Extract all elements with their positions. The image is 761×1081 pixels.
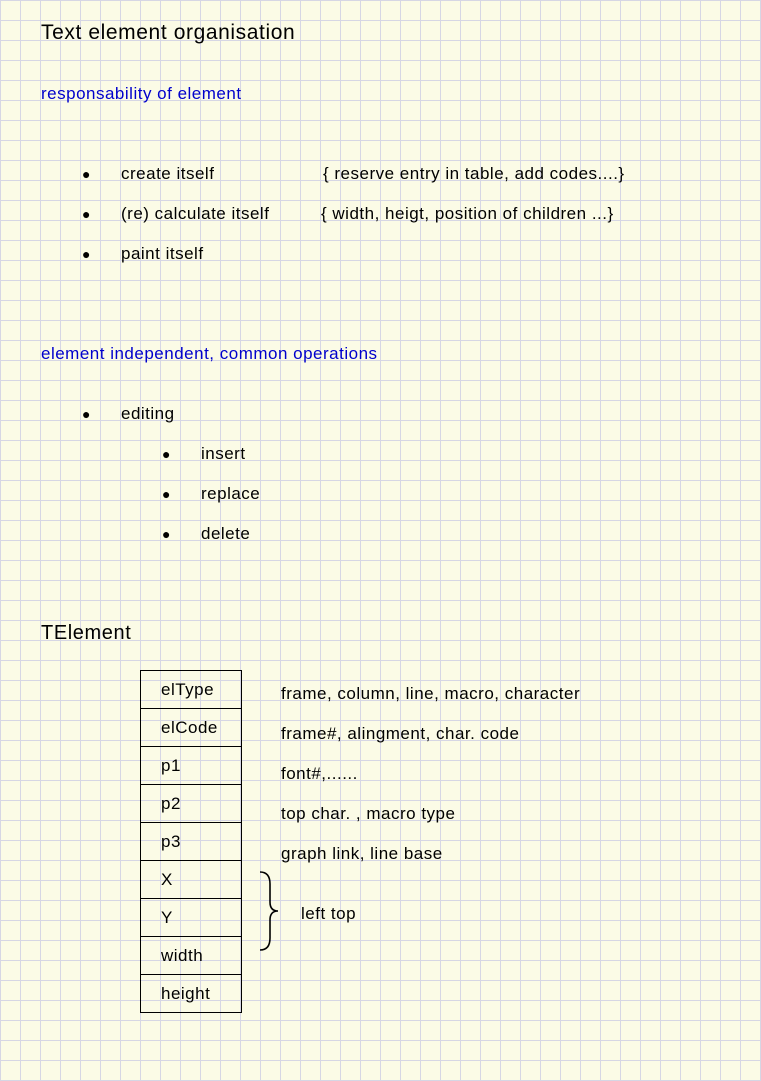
bullet-icon: ●: [162, 486, 171, 502]
table-row: [141, 861, 242, 899]
list-item: editing: [121, 404, 175, 423]
table-row: [141, 823, 242, 861]
list-item-note: { width, heigt, position of children ...}: [321, 204, 614, 223]
responsibility-heading: responsability of element: [41, 84, 242, 103]
table-row: [141, 975, 242, 1013]
table-row: [141, 785, 242, 823]
field-name: p1: [141, 747, 242, 785]
field-name: Y: [141, 899, 242, 937]
table-row: [141, 671, 242, 709]
bullet-icon: ●: [82, 206, 91, 222]
field-description: frame, column, line, macro, character: [281, 684, 581, 703]
sub-list-item: delete: [201, 524, 251, 543]
bullet-icon: ●: [162, 526, 171, 542]
field-name: height: [141, 975, 242, 1013]
list-item: create itself: [121, 164, 215, 183]
field-name: elCode: [141, 709, 242, 747]
field-name: p2: [141, 785, 242, 823]
table-row: [141, 747, 242, 785]
field-description: font#,......: [281, 764, 358, 783]
sub-list-item: replace: [201, 484, 261, 503]
list-item-note: { reserve entry in table, add codes....}: [323, 164, 625, 183]
telement-field-table: [140, 670, 242, 1013]
sub-list-item: insert: [201, 444, 246, 463]
curly-brace-icon: [258, 870, 284, 952]
telement-title: TElement: [41, 622, 132, 644]
bullet-icon: ●: [82, 246, 91, 262]
bullet-icon: ●: [162, 446, 171, 462]
bullet-icon: ●: [82, 166, 91, 182]
list-item: (re) calculate itself: [121, 204, 270, 223]
field-name: p3: [141, 823, 242, 861]
field-description: graph link, line base: [281, 844, 443, 863]
field-description: top char. , macro type: [281, 804, 456, 823]
field-description: frame#, alingment, char. code: [281, 724, 520, 743]
page-title: Text element organisation: [41, 21, 296, 44]
table-row: [141, 937, 242, 975]
brace-label: left top: [301, 904, 357, 923]
table-row: [141, 899, 242, 937]
bullet-icon: ●: [82, 406, 91, 422]
operations-heading: element independent, common operations: [41, 344, 378, 363]
field-name: width: [141, 937, 242, 975]
table-row: [141, 709, 242, 747]
field-name: elType: [141, 671, 242, 709]
field-name: X: [141, 861, 242, 899]
list-item: paint itself: [121, 244, 204, 263]
